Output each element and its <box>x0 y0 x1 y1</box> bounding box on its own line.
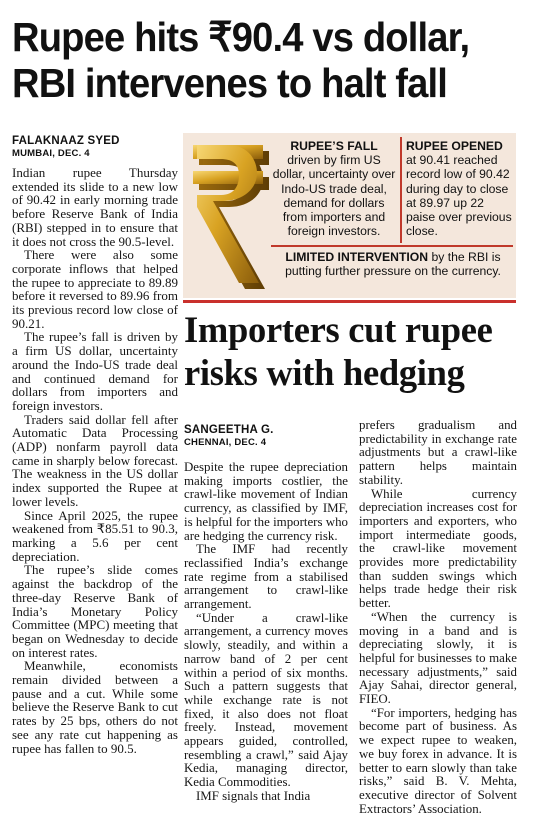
rupee-opened-text: at 90.41 reached record low of 90.42 during day to close at 89.97 up 22 paise over previous close. <box>406 153 512 239</box>
left-paragraph: There were also some corporate inflows that helped the rupee to appreciate to 89.89 before it reversed to 89.96 from its previous record low close of 90.21. <box>12 247 178 331</box>
rupee-opened-cell <box>406 139 512 238</box>
byline-dateline: CHENNAI, DEC. 4 <box>184 437 267 448</box>
main-headline <box>12 14 492 106</box>
right-paragraph: While currency depreciation increases cost for importers and exporters, who import intermediate goods, the crawl-like movement provides more predictability than sudden swings which helps trade hedge their risk better. <box>359 486 517 611</box>
left-paragraph: Meanwhile, economists remain divided between a pause and a cut. While some believe the Reserve Bank to cut rates by 25 bps, others do not see any rate cut happening as rupee has fallen to 90.5. <box>12 658 178 756</box>
limited-intervention-title: LIMITED INTERVENTION <box>285 250 429 264</box>
mid-paragraph: Despite the rupee depreciation making imports costlier, the crawl-like movement of Indian currency, as classified by IMF, is helpful for the importers who are hedging the currency risk. <box>184 460 348 543</box>
right-paragraph: “For importers, hedging has become part of business. As we expect rupee to weaken, we buy forex in advance. It is better to earn slowly than take risks,” said B. V. Mehta, executive director of Solvent Extractors’ Association. <box>359 705 517 816</box>
left-paragraph: The rupee’s slide comes against the backdrop of the three-day Reserve Bank of India’s Monetary Policy Committee (MPC) meeting that began on Wednesday to decide on interest rates. <box>12 562 178 660</box>
gold-rupee-symbol-icon <box>187 137 273 295</box>
mid-paragraph: IMF signals that India <box>196 788 311 803</box>
section-divider <box>183 300 516 303</box>
rupee-fall-title: RUPEE’S FALL <box>290 139 378 153</box>
byline-dateline: MUMBAI, DEC. 4 <box>12 148 90 159</box>
secondary-headline <box>184 308 524 394</box>
limited-intervention-text: by the RBI is putting further pressure on the currency. <box>285 250 501 279</box>
right-paragraph: prefers gradualism and predictability in exchange rate adjustments but a crawl-like pattern helps maintain stability. <box>359 418 517 487</box>
infobox-horizontal-rule <box>271 245 513 247</box>
mid-paragraph: “Under a crawl-like arrangement, a currency moves slowly, steadily, and within a narrow band of 2 per cent within a period of six months. Such a pattern suggests that while exchange rate is not fixed, it also does not float freely. Instead, movement appears guided, controlled, resembling a crawl,” said Ajay Kedia, managing director, Kedia Commodities. <box>184 610 348 790</box>
infobox-vertical-rule <box>400 137 402 243</box>
rupee-infobox <box>183 133 516 298</box>
subhead-line-2: risks with hedging <box>184 352 465 393</box>
middle-article-column <box>184 461 348 804</box>
left-article-column <box>12 166 178 755</box>
main-byline <box>12 135 120 160</box>
rupee-fall-cell <box>271 139 397 238</box>
left-paragraph: Indian rupee Thursday extended its slide to a new low of 90.42 in early morning trade before Reserve Bank of India (RBI) stepped in to ensure that it does not cross the 90.5-level. <box>12 165 178 249</box>
left-paragraph: Traders said dollar fell after Automatic Data Processing (ADP) nonfarm payroll data came in sharply below forecast. The weakness in the US dollar index supported the Rupee at lower levels. <box>12 411 178 509</box>
right-article-column <box>359 419 517 816</box>
rupee-fall-text: driven by firm US dollar, uncertainty over Indo-US trade deal, demand for dollars from importers and foreign investors. <box>272 153 396 239</box>
mid-paragraph: The IMF had recently reclassified India’s exchange rate regime from a stabilised arrangement to crawl-like arrangement. <box>184 542 348 612</box>
right-paragraph: “When the currency is moving in a band and is depreciating slowly, it is helpful for businesses to make necessary adjustments,” said Ajay Sahai, director general, FIEO. <box>359 609 517 707</box>
secondary-byline <box>184 424 274 449</box>
byline-author: SANGEETHA G. <box>184 424 274 436</box>
left-paragraph: The rupee’s fall is driven by a firm US dollar, uncertainty around the Indo-US trade deal and continued demand for dollars from importers and foreign investors. <box>12 329 178 413</box>
byline-author: FALAKNAAZ SYED <box>12 135 120 147</box>
limited-intervention-cell <box>273 250 513 278</box>
rupee-opened-title: RUPEE OPENED <box>406 139 503 153</box>
headline-line-1: Rupee hits ₹90.4 vs dollar, <box>12 14 470 60</box>
subhead-line-1: Importers cut rupee <box>184 309 493 350</box>
headline-line-2: RBI intervenes to halt fall <box>12 60 448 106</box>
left-paragraph: Since April 2025, the rupee weakened from ₹85.51 to 90.3, marking a 5.6 per cent depreciation. <box>12 507 178 564</box>
